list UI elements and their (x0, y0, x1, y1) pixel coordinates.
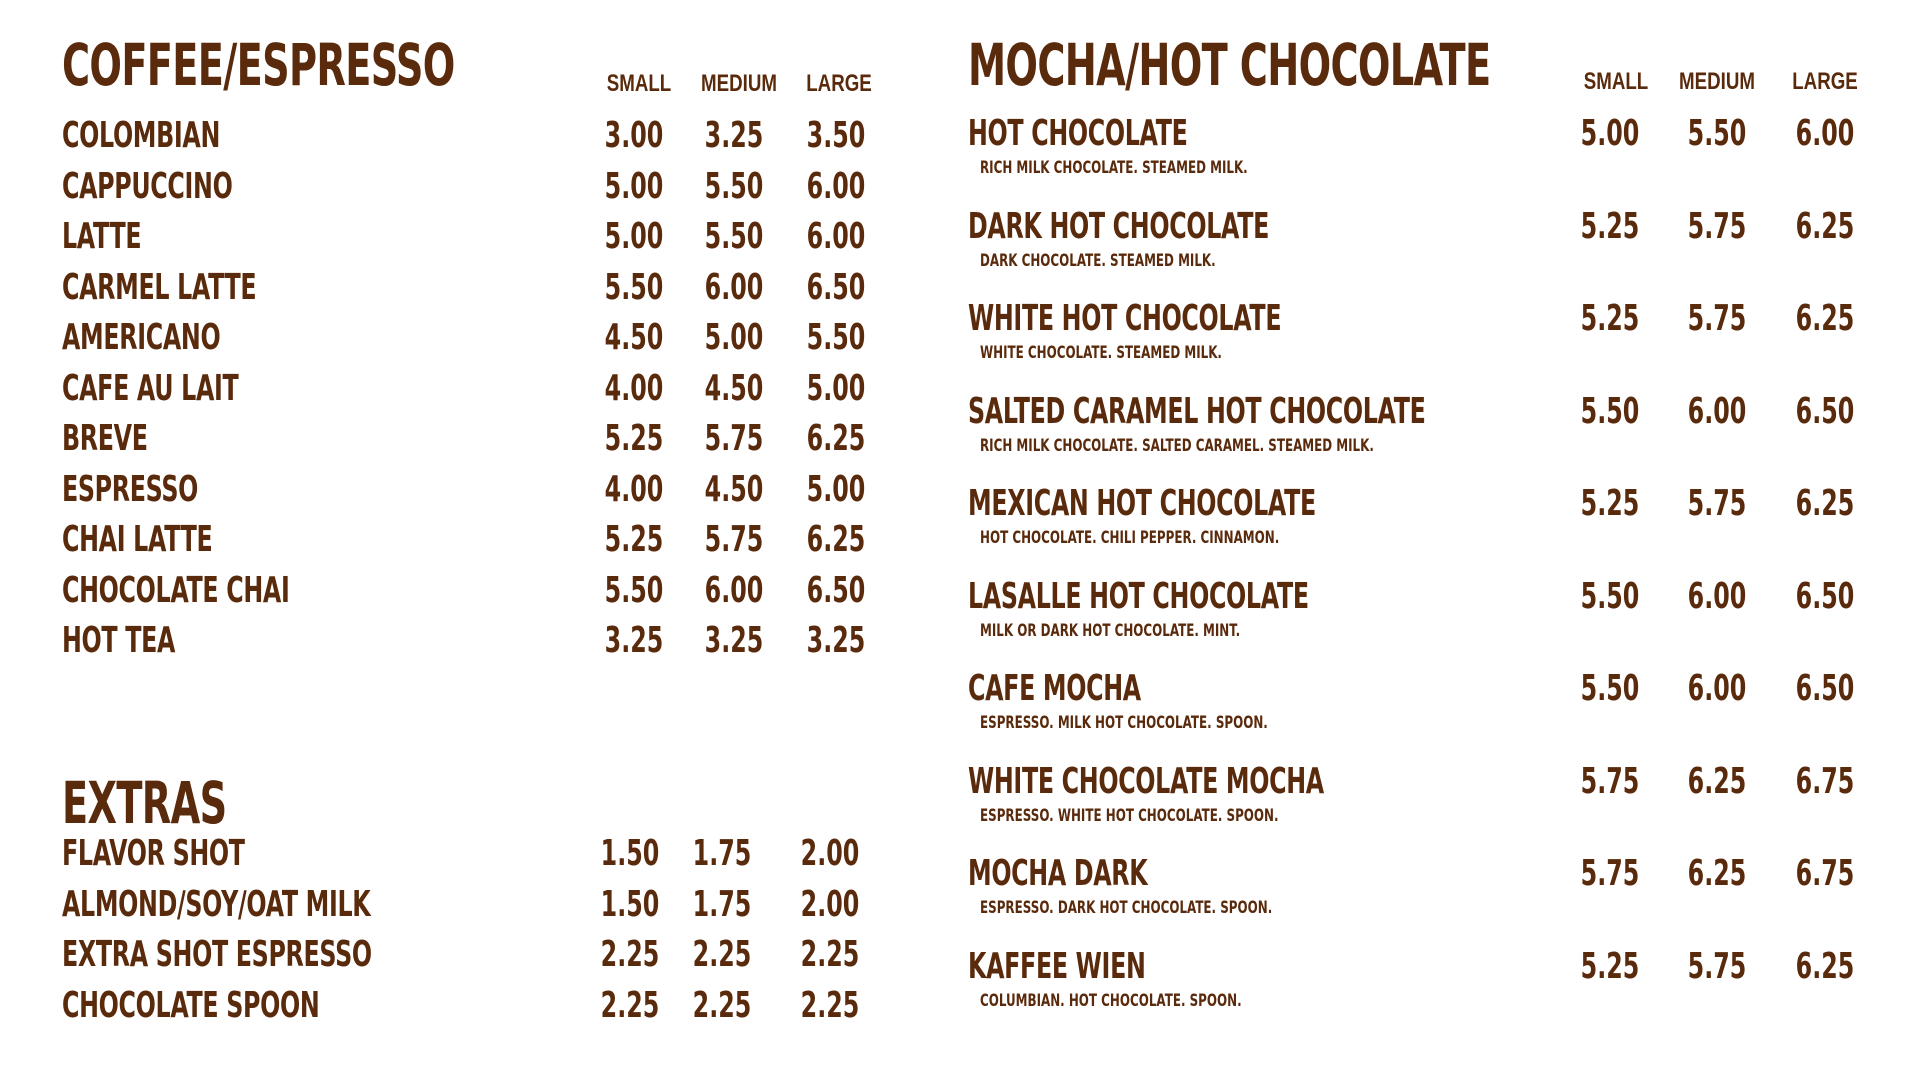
mocha-item-name: SALTED CARAMEL HOT CHOCOLATE (968, 390, 1426, 432)
extras-title: EXTRAS (62, 769, 227, 837)
extras-item-name: FLAVOR SHOT (62, 833, 245, 874)
coffee-price-large: 6.50 (806, 266, 866, 308)
extras-price-large: 2.25 (800, 984, 860, 1026)
coffee-price-medium: 5.00 (704, 317, 764, 358)
coffee-price-medium: 5.75 (704, 418, 764, 459)
coffee-item-name: AMERICANO (62, 317, 221, 358)
coffee-price-small: 5.25 (604, 418, 664, 459)
coffee-item-name: HOT TEA (62, 620, 176, 661)
mocha-item-row (968, 483, 1888, 548)
mocha-price-large: 6.25 (1795, 298, 1855, 339)
coffee-price-large: 6.00 (806, 165, 866, 207)
extras-price-large: 2.25 (800, 934, 860, 975)
mocha-item-description: ESPRESSO. MILK HOT CHOCOLATE. SPOON. (980, 713, 1268, 733)
extras-item-name: ALMOND/SOY/OAT MILK (62, 883, 371, 925)
coffee-price-medium: 5.50 (704, 216, 764, 257)
mocha-item-name: CAFE MOCHA (968, 668, 1141, 709)
mocha-price-small: 5.25 (1580, 298, 1640, 339)
mocha-price-large: 6.50 (1795, 668, 1855, 709)
mocha-item-row (968, 575, 1888, 641)
coffee-price-small: 5.50 (604, 266, 664, 308)
extras-price-small: 1.50 (600, 883, 660, 925)
mocha-item-row (968, 298, 1888, 363)
extras-price-small: 2.25 (600, 934, 660, 975)
mocha-item-description: RICH MILK CHOCOLATE. STEAMED MILK. (980, 158, 1248, 178)
mocha-item-row (968, 113, 1888, 178)
extras-item-row (62, 986, 882, 1026)
mocha-price-medium: 5.75 (1687, 205, 1747, 247)
mocha-price-small: 5.75 (1580, 760, 1640, 802)
mocha-price-large: 6.75 (1795, 853, 1855, 894)
mocha-price-large: 6.00 (1795, 113, 1855, 154)
mocha-price-large: 6.25 (1795, 945, 1855, 987)
mocha-price-large: 6.25 (1795, 483, 1855, 524)
mocha-header-medium: MEDIUM (1679, 68, 1755, 95)
mocha-price-medium: 6.00 (1687, 390, 1747, 432)
mocha-price-small: 5.50 (1580, 668, 1640, 709)
coffee-price-large: 5.00 (806, 468, 866, 510)
coffee-header-medium: MEDIUM (701, 70, 777, 97)
coffee-price-large: 3.50 (806, 115, 866, 156)
coffee-price-small: 4.00 (604, 468, 664, 510)
extras-price-small: 2.25 (600, 984, 660, 1026)
mocha-price-medium: 6.25 (1687, 853, 1747, 894)
mocha-item-row (968, 390, 1888, 456)
coffee-header-large: LARGE (806, 70, 872, 97)
coffee-title: COFFEE/ESPRESSO (62, 31, 455, 99)
extras-price-large: 2.00 (800, 833, 860, 874)
coffee-item-row (62, 167, 882, 207)
coffee-price-small: 4.50 (604, 317, 664, 358)
extras-price-medium: 2.25 (692, 984, 752, 1026)
coffee-price-small: 5.25 (604, 519, 664, 560)
extras-price-medium: 1.75 (692, 833, 752, 874)
mocha-header-small: SMALL (1583, 68, 1649, 95)
mocha-price-medium: 5.75 (1687, 945, 1747, 987)
extras-price-large: 2.00 (800, 883, 860, 925)
mocha-price-small: 5.50 (1580, 390, 1640, 432)
extras-price-medium: 2.25 (692, 934, 752, 975)
coffee-item-row (62, 268, 882, 308)
mocha-price-medium: 5.75 (1687, 483, 1747, 524)
mocha-item-row (968, 668, 1888, 733)
mocha-item-row (968, 760, 1888, 826)
coffee-item-name: CHOCOLATE CHAI (62, 569, 290, 611)
coffee-item-name: BREVE (62, 418, 148, 459)
coffee-price-large: 3.25 (806, 620, 866, 661)
extras-item-row (62, 935, 882, 975)
coffee-price-small: 5.00 (604, 216, 664, 257)
mocha-item-name: MOCHA DARK (968, 853, 1148, 894)
mocha-item-description: COLUMBIAN. HOT CHOCOLATE. SPOON. (980, 990, 1242, 1011)
coffee-item-name: CHAI LATTE (62, 519, 213, 560)
mocha-item-description: RICH MILK CHOCOLATE. SALTED CARAMEL. STEAMED MILK. (980, 435, 1374, 456)
mocha-item-name: WHITE HOT CHOCOLATE (968, 298, 1282, 339)
mocha-price-medium: 5.50 (1687, 113, 1747, 154)
coffee-price-medium: 5.75 (704, 519, 764, 560)
mocha-item-description: HOT CHOCOLATE. CHILI PEPPER. CINNAMON. (980, 528, 1280, 548)
mocha-price-medium: 5.75 (1687, 298, 1747, 339)
coffee-item-row (62, 571, 882, 611)
coffee-section (62, 31, 882, 676)
coffee-header-small: SMALL (606, 70, 672, 97)
coffee-price-large: 6.25 (806, 519, 866, 560)
coffee-item-row (62, 217, 882, 257)
mocha-price-small: 5.75 (1580, 853, 1640, 894)
mocha-header-large: LARGE (1792, 68, 1858, 95)
mocha-item-name: MEXICAN HOT CHOCOLATE (968, 483, 1316, 524)
coffee-item-name: CAFE AU LAIT (62, 367, 239, 409)
coffee-item-name: CAPPUCCINO (62, 165, 233, 207)
coffee-price-medium: 6.00 (704, 569, 764, 611)
coffee-price-medium: 4.50 (704, 367, 764, 409)
mocha-title: MOCHA/HOT CHOCOLATE (968, 31, 1491, 99)
extras-item-row (62, 885, 882, 925)
mocha-item-row (968, 853, 1888, 918)
mocha-price-small: 5.25 (1580, 945, 1640, 987)
mocha-item-description: WHITE CHOCOLATE. STEAMED MILK. (980, 343, 1222, 363)
extras-item-name: CHOCOLATE SPOON (62, 984, 320, 1026)
mocha-item-name: DARK HOT CHOCOLATE (968, 205, 1269, 247)
coffee-item-name: ESPRESSO (62, 468, 199, 510)
coffee-item-row (62, 116, 882, 156)
coffee-item-name: COLOMBIAN (62, 115, 221, 156)
mocha-price-medium: 6.00 (1687, 668, 1747, 709)
mocha-item-description: DARK CHOCOLATE. STEAMED MILK. (980, 250, 1216, 271)
coffee-price-small: 3.00 (604, 115, 664, 156)
extras-section (62, 769, 882, 1074)
coffee-item-row (62, 621, 882, 661)
coffee-item-name: LATTE (62, 216, 142, 257)
mocha-item-row (968, 945, 1888, 1011)
coffee-item-row (62, 369, 882, 409)
coffee-price-large: 5.50 (806, 317, 866, 358)
mocha-price-small: 5.50 (1580, 575, 1640, 617)
mocha-item-name: HOT CHOCOLATE (968, 113, 1188, 154)
mocha-price-large: 6.75 (1795, 760, 1855, 802)
mocha-price-large: 6.50 (1795, 390, 1855, 432)
coffee-item-row (62, 419, 882, 459)
coffee-item-name: CARMEL LATTE (62, 266, 257, 308)
mocha-price-small: 5.25 (1580, 483, 1640, 524)
coffee-price-large: 5.00 (806, 367, 866, 409)
mocha-price-medium: 6.00 (1687, 575, 1747, 617)
extras-item-row (62, 834, 882, 874)
extras-price-medium: 1.75 (692, 883, 752, 925)
coffee-price-medium: 3.25 (704, 620, 764, 661)
mocha-item-description: ESPRESSO. DARK HOT CHOCOLATE. SPOON. (980, 898, 1273, 918)
coffee-price-medium: 3.25 (704, 115, 764, 156)
mocha-price-small: 5.00 (1580, 113, 1640, 154)
coffee-price-small: 5.50 (604, 569, 664, 611)
mocha-price-small: 5.25 (1580, 205, 1640, 247)
coffee-price-medium: 4.50 (704, 468, 764, 510)
mocha-item-name: LASALLE HOT CHOCOLATE (968, 575, 1309, 617)
coffee-item-row (62, 520, 882, 560)
coffee-price-small: 4.00 (604, 367, 664, 409)
mocha-section (968, 31, 1888, 1056)
coffee-item-row (62, 318, 882, 358)
mocha-price-medium: 6.25 (1687, 760, 1747, 802)
coffee-item-row (62, 470, 882, 510)
extras-item-name: EXTRA SHOT ESPRESSO (62, 934, 372, 975)
coffee-price-medium: 6.00 (704, 266, 764, 308)
coffee-price-large: 6.25 (806, 418, 866, 459)
coffee-price-large: 6.00 (806, 216, 866, 257)
coffee-price-large: 6.50 (806, 569, 866, 611)
mocha-item-name: KAFFEE WIEN (968, 945, 1146, 987)
mocha-price-large: 6.25 (1795, 205, 1855, 247)
mocha-price-large: 6.50 (1795, 575, 1855, 617)
coffee-price-small: 5.00 (604, 165, 664, 207)
mocha-item-description: MILK OR DARK HOT CHOCOLATE. MINT. (980, 620, 1241, 641)
coffee-price-medium: 5.50 (704, 165, 764, 207)
extras-price-small: 1.50 (600, 833, 660, 874)
mocha-item-row (968, 205, 1888, 271)
mocha-item-name: WHITE CHOCOLATE MOCHA (968, 760, 1324, 802)
coffee-price-small: 3.25 (604, 620, 664, 661)
mocha-item-description: ESPRESSO. WHITE HOT CHOCOLATE. SPOON. (980, 805, 1279, 826)
